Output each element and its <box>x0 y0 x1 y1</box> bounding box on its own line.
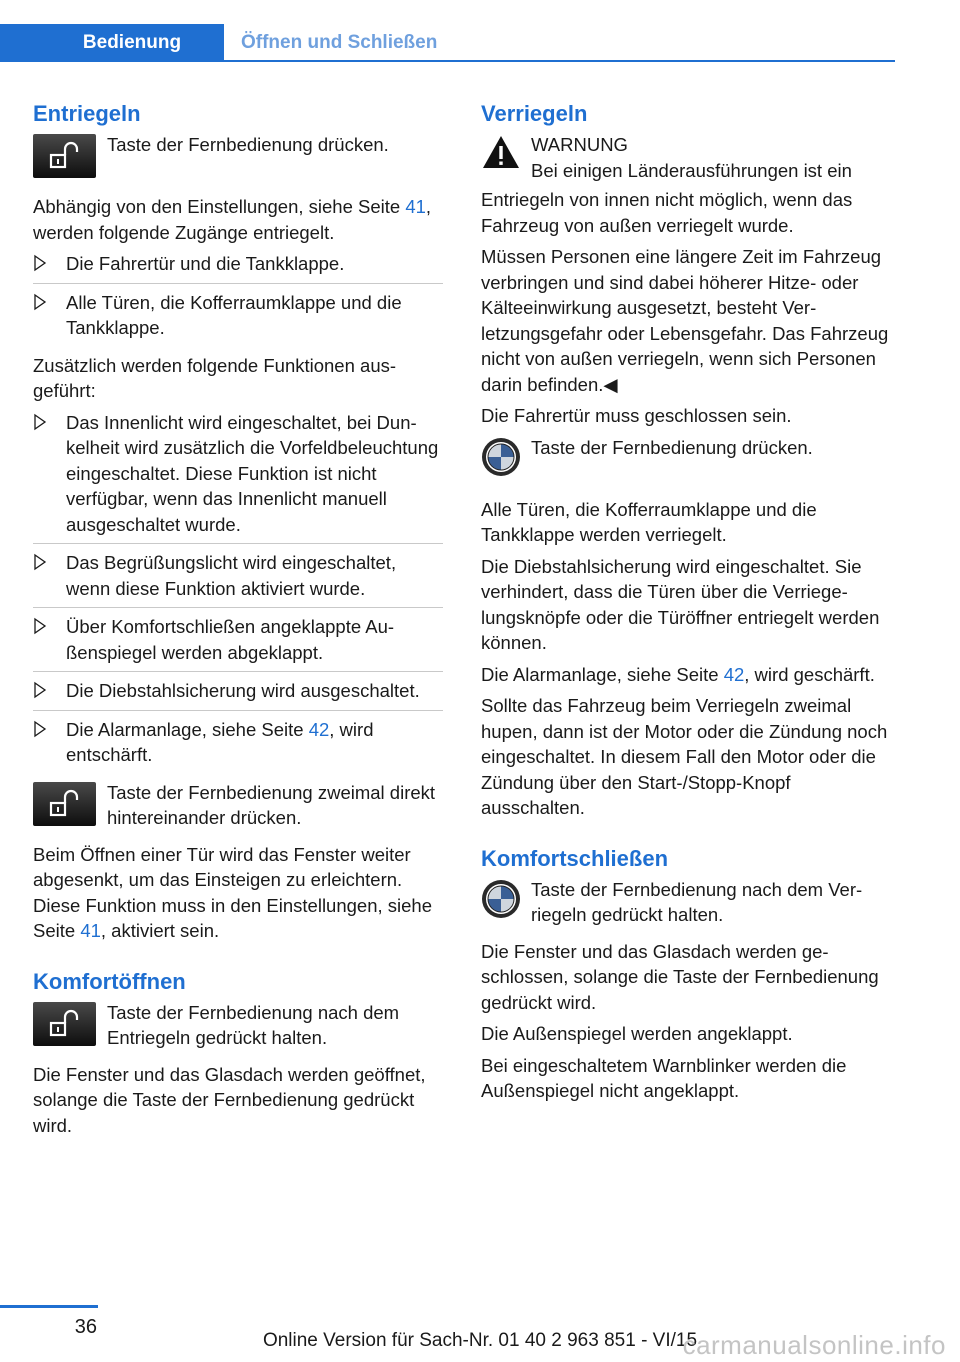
list-item: Alle Türen, die Kofferraumklappe und die Tankklappe. <box>33 290 443 347</box>
paragraph-diebstahl: Die Diebstahlsicherung wird eingeschaltet. Sie verhindert, dass die Türen über die Verriegelungsknöpfe oder die Türöffner entriegelt werden können. <box>481 555 880 653</box>
triangle-bullet-icon <box>33 254 47 272</box>
unlock-key-icon <box>33 1002 96 1046</box>
triangle-bullet-icon <box>33 681 47 699</box>
tab-bedienung[interactable]: Bedienung <box>0 24 224 62</box>
key-text: Taste der Fernbedienung zweimal direkt hintereinander drücken. <box>107 781 436 828</box>
list-zugaenge <box>33 251 443 347</box>
triangle-bullet-icon <box>33 617 47 635</box>
warning-block <box>481 132 895 183</box>
footer-rule <box>0 1305 98 1308</box>
paragraph-zusaetzlich: Zusätzlich werden folgende Funktionen ausgeführt: <box>33 354 397 401</box>
warning-body-start: Bei einigen Länderausführungen ist ein <box>531 159 852 181</box>
list-item: Das Innenlicht wird eingeschaltet, bei Dunkelheit wird zusätzlich die Vorfeldbeleuchtung eingeschaltet. Diese Funktion ist nicht verfügbar, wenn das Innenlicht manuell ausgeschaltet wurde. <box>33 410 443 545</box>
paragraph-fenster-schliessen: Die Fenster und das Glasdach werden geschlossen, solange die Taste der Fernbedienung gedrückt wird. <box>481 940 879 1013</box>
key-row-unlock-hold <box>33 1000 443 1052</box>
key-text: Taste der Fernbedienung nach dem Entriegeln gedrückt halten. <box>107 1001 400 1048</box>
paragraph-warnblinker: Bei eingeschaltetem Warnblinker werden die Außenspiegel nicht angeklappt. <box>481 1054 847 1101</box>
key-row-lock <box>481 435 895 487</box>
page-link-41[interactable]: 41 <box>405 196 426 217</box>
warning-title: WARNUNG <box>531 134 628 155</box>
paragraph-beim-oeffnen: Beim Öffnen einer Tür wird das Fenster weiter abgesenkt, um das Einsteigen zu erleichtern. Diese Funktion muss in den Einstellungen, siehe Seite 41, aktiviert sein. <box>33 843 433 941</box>
bmw-lock-key-icon <box>481 437 521 482</box>
warning-paragraph-2: Müssen Personen eine längere Zeit im Fahrzeug verbringen und sind dabei höherer Hitze- oder Kälteeinwirkung ausgesetzt, besteht Verletzungsgefahr oder Lebensgefahr. Das Fahrzeug nicht von außen verriegeln, wenn sich Personen darin befinden.◀ <box>481 246 889 395</box>
page-link-41[interactable]: 41 <box>80 920 101 941</box>
watermark: carmanualsonline.info <box>682 1330 946 1360</box>
heading-entriegeln: Entriegeln <box>33 101 141 126</box>
paragraph-fahrertuer: Die Fahrertür muss geschlossen sein. <box>481 405 792 426</box>
bmw-lock-key-icon <box>481 879 521 924</box>
online-version-text: Online Version für Sach-Nr. 01 40 2 963 851 - VI/15 <box>262 1330 698 1351</box>
paragraph-hupen: Sollte das Fahrzeug beim Verriegeln zweimal hupen, dann ist der Motor oder die Zündung noch eingeschaltet. In diesem Fall den Motor oder die Zündung über den Start-/Stopp-Knopf ausschalten. <box>481 695 888 818</box>
list-item: Das Begrüßungslicht wird eingeschaltet, wenn diese Funktion aktiviert wurde. <box>33 550 443 608</box>
key-text: Taste der Fernbedienung drücken. <box>531 436 813 458</box>
page-link-42[interactable]: 42 <box>723 663 745 685</box>
list-funktionen <box>33 410 443 774</box>
page-number: 36 <box>74 1316 97 1338</box>
paragraph-alarmanlage: Die Alarmanlage, siehe Seite 42, wird geschärft. <box>481 663 875 685</box>
paragraph-abhaengig: Abhängig von den Einstellungen, siehe Seite 41, werden folgende Zugänge entriegelt. <box>33 196 432 243</box>
heading-verriegeln: Verriegeln <box>481 101 588 126</box>
list-item: Über Komfortschließen angeklappte Außenspiegel werden abgeklappt. <box>33 614 443 672</box>
list-item: Die Fahrertür und die Tankklappe. <box>33 251 443 284</box>
paragraph-fenster-oeffnen: Die Fenster und das Glasdach werden geöffnet, solange die Taste der Fernbedienung gedrückt wird. <box>33 1063 426 1136</box>
unlock-key-icon <box>33 782 96 826</box>
heading-komfortschliessen: Komfortschließen <box>481 845 669 871</box>
heading-komfortoeffnen: Komfortöffnen <box>33 968 186 994</box>
triangle-bullet-icon <box>33 720 47 738</box>
warning-icon <box>481 134 521 175</box>
key-row-lock-hold <box>481 877 895 929</box>
header-rule <box>0 60 895 62</box>
unlock-key-icon <box>33 134 96 178</box>
tab-oeffnen-und-schliessen[interactable]: Öffnen und Schließen <box>241 32 438 53</box>
key-text: Taste der Fernbedienung drücken. <box>107 134 389 155</box>
warning-body: Entriegeln von innen nicht möglich, wenn das Fahrzeug von außen verriegelt wurde. <box>481 189 853 236</box>
list-item: Die Alarmanlage, siehe Seite 42, wird entschärft. <box>33 717 443 774</box>
triangle-bullet-icon <box>33 413 47 431</box>
key-row-unlock <box>33 132 443 184</box>
triangle-bullet-icon <box>33 553 47 571</box>
page-header <box>0 24 895 62</box>
right-column <box>481 100 895 1110</box>
paragraph-alle-tueren: Alle Türen, die Kofferraumklappe und die Tankklappe werden verriegelt. <box>481 498 817 545</box>
list-item: Die Diebstahlsicherung wird ausgeschaltet. <box>33 678 443 711</box>
page-link-42[interactable]: 42 <box>308 718 330 740</box>
triangle-bullet-icon <box>33 293 47 311</box>
paragraph-aussenspiegel: Die Außenspiegel werden angeklappt. <box>481 1023 793 1044</box>
left-column <box>33 100 443 1144</box>
key-text: Taste der Fernbedienung nach dem Verriegeln gedrückt halten. <box>531 878 863 925</box>
key-row-unlock-double <box>33 780 443 832</box>
